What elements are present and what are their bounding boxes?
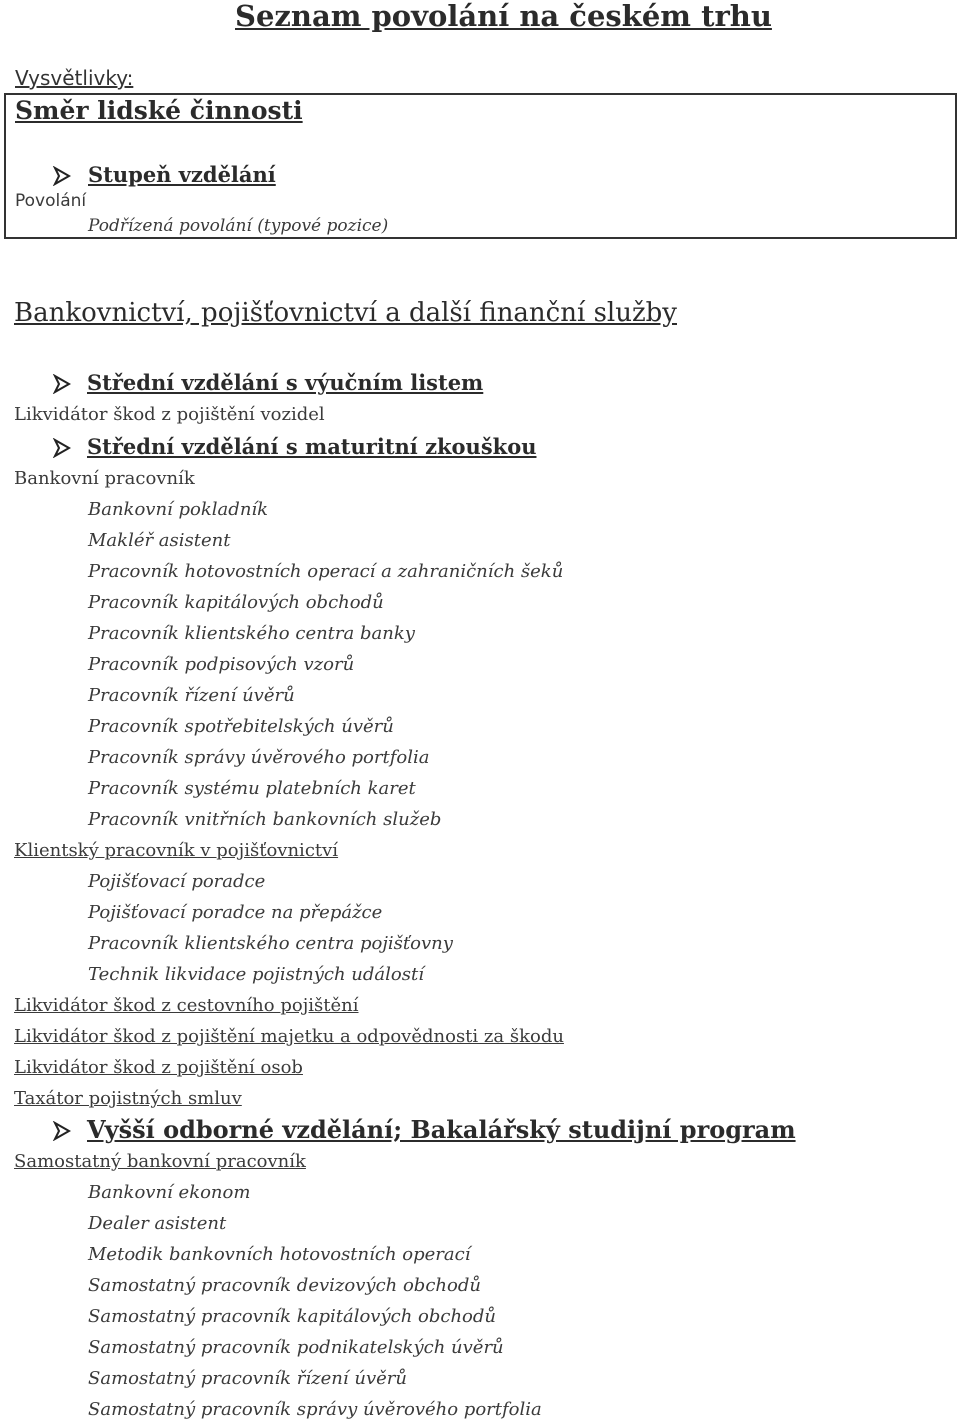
subordinate-position: Pracovník systému platebních karet bbox=[88, 778, 416, 799]
occupation: Klientský pracovník v pojišťovnictví bbox=[14, 840, 339, 861]
subordinate-position: Bankovní ekonom bbox=[88, 1182, 251, 1203]
occupation: Likvidátor škod z pojištění majetku a odpovědnosti za škodu bbox=[14, 1026, 564, 1047]
subordinate-position: Samostatný pracovník správy úvěrového portfolia bbox=[88, 1399, 542, 1420]
arrow-bullet-icon bbox=[52, 374, 72, 394]
section-title: Bankovnictví, pojišťovnictví a další finanční služby bbox=[14, 298, 677, 328]
occupation: Samostatný bankovní pracovník bbox=[14, 1151, 306, 1172]
occupation: Taxátor pojistných smluv bbox=[14, 1088, 242, 1109]
legend-occupation: Povolání bbox=[15, 191, 87, 211]
subordinate-position: Pracovník spotřebitelských úvěrů bbox=[88, 716, 394, 737]
occupation: Bankovní pracovník bbox=[14, 468, 195, 489]
subordinate-position: Dealer asistent bbox=[88, 1213, 227, 1234]
education-level: Střední vzdělání s maturitní zkouškou bbox=[87, 434, 537, 459]
subordinate-position: Samostatný pracovník kapitálových obchodů bbox=[88, 1306, 497, 1327]
subordinate-position: Samostatný pracovník devizových obchodů bbox=[88, 1275, 481, 1296]
subordinate-position: Pojišťovací poradce bbox=[88, 871, 266, 892]
subordinate-position: Pracovník správy úvěrového portfolia bbox=[88, 747, 430, 768]
legend-level: Stupeň vzdělání bbox=[88, 162, 276, 187]
legend-label: Vysvětlivky: bbox=[15, 66, 134, 90]
page-title: Seznam povolání na českém trhu bbox=[235, 0, 772, 33]
subordinate-position: Metodik bankovních hotovostních operací bbox=[88, 1244, 471, 1265]
legend-direction: Směr lidské činnosti bbox=[15, 96, 303, 125]
occupation: Likvidátor škod z pojištění osob bbox=[14, 1057, 303, 1078]
education-level: Vyšší odborné vzdělání; Bakalářský studijní program bbox=[87, 1115, 796, 1144]
subordinate-position: Makléř asistent bbox=[88, 530, 231, 551]
subordinate-position: Pracovník podpisových vzorů bbox=[88, 654, 355, 675]
subordinate-position: Samostatný pracovník podnikatelských úvěrů bbox=[88, 1337, 504, 1358]
arrow-bullet-icon bbox=[52, 438, 72, 458]
occupation: Likvidátor škod z pojištění vozidel bbox=[14, 404, 325, 425]
legend-subordinate: Podřízená povolání (typové pozice) bbox=[88, 216, 389, 236]
subordinate-position: Pracovník kapitálových obchodů bbox=[88, 592, 384, 613]
subordinate-position: Pojišťovací poradce na přepážce bbox=[88, 902, 383, 923]
arrow-bullet-icon bbox=[52, 166, 72, 186]
subordinate-position: Pracovník řízení úvěrů bbox=[88, 685, 295, 706]
subordinate-position: Pracovník hotovostních operací a zahraničních šeků bbox=[88, 561, 564, 582]
subordinate-position: Bankovní pokladník bbox=[88, 499, 269, 520]
occupation: Likvidátor škod z cestovního pojištění bbox=[14, 995, 359, 1016]
subordinate-position: Samostatný pracovník řízení úvěrů bbox=[88, 1368, 407, 1389]
subordinate-position: Pracovník klientského centra banky bbox=[88, 623, 415, 644]
subordinate-position: Pracovník klientského centra pojišťovny bbox=[88, 933, 453, 954]
subordinate-position: Technik likvidace pojistných událostí bbox=[88, 964, 424, 985]
education-level: Střední vzdělání s výučním listem bbox=[87, 370, 484, 395]
arrow-bullet-icon bbox=[52, 1121, 72, 1141]
subordinate-position: Pracovník vnitřních bankovních služeb bbox=[88, 809, 442, 830]
